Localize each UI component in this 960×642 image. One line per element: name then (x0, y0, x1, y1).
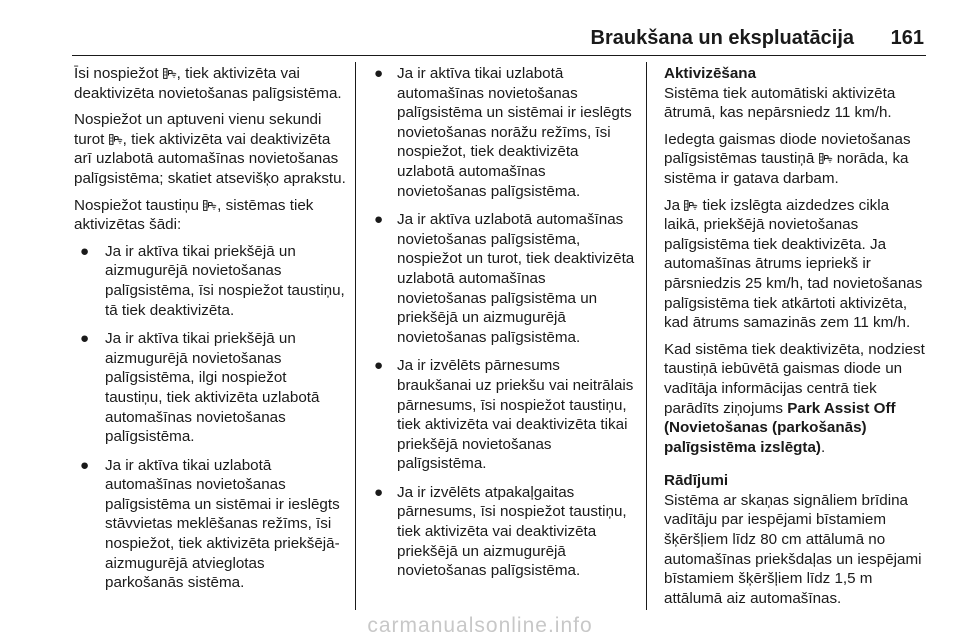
paragraph (664, 340, 926, 458)
bullet-icon: ● (374, 65, 384, 82)
page-title: Braukšana un ekspluatācija (590, 27, 854, 49)
park-assist-icon (819, 153, 833, 164)
list-item-text: Ja ir aktīva tikai priekšējā un aizmugurējā novietošanas palīgsistēma, īsi nospiežot taustiņu, tā tiek deaktivizēta. (105, 242, 345, 319)
paragraph (74, 64, 346, 103)
paragraph (664, 130, 926, 189)
text: norāda, ka sistēma ir gatava darbam. (664, 150, 909, 187)
park-assist-icon (203, 200, 217, 211)
list-item (374, 210, 636, 347)
text: Nospiežot un aptuveni vienu sekundi turot (74, 111, 322, 148)
paragraph: Sistēma ar skaņas signāliem brīdina vadītāju par iespējami bīstamiem šķēršļiem līdz 80 cm attālumā no automašīnas priekšdaļas un iespējami bīstamiem šķēršļiem līdz 1,5 m attālumā aiz automašīnas. (664, 491, 922, 607)
column-divider (646, 62, 647, 610)
bullet-icon: ● (80, 242, 90, 260)
text: Ja (664, 196, 685, 214)
section-heading-indications: Rādījumi (664, 472, 729, 490)
page-header (0, 22, 960, 56)
paragraph (74, 110, 346, 188)
list-item-text: Ja ir aktīva tikai uzlabotā automašīnas novietošanas palīgsistēma un sistēmai ir ieslēgts novietošanas norāžu režīms, īsi nospiežot, tiek deaktivizēta uzlabotā automašīnas novietošanas palīgsistēma. (397, 65, 632, 200)
column-left (74, 64, 346, 602)
text: Kad sistēma tiek deaktivizēta, nodziest taustiņā iebūvētā gaismas diode un vadītāja informācijas centrā tiek parādīts ziņojums (664, 340, 925, 417)
text: tiek izslēgta aizdedzes cikla laikā, priekšējā novietošanas palīgsistēma tiek deaktivizēta. Ja automašīnas ātrums iepriekš ir pārsniedzis 25 km/h, tad novietošanas palīgsistēma tiek atkārtoti aktivizēta, kad ātrums samazinās zem 11 km/h. (664, 196, 923, 332)
park-assist-icon (109, 134, 123, 145)
bullet-icon: ● (80, 456, 90, 474)
list-item (374, 64, 636, 201)
paragraph: Sistēma tiek automātiski aktivizēta ātrumā, kas nepārsniedz 11 km/h. (664, 84, 896, 122)
bullet-icon: ● (80, 330, 90, 348)
column-right (664, 64, 926, 615)
column-divider (355, 62, 356, 610)
list-item-text: Ja ir aktīva tikai uzlabotā automašīnas novietošanas palīgsistēma un sistēmai ir ieslēgts stāvvietas meklēšanas režīms, īsi nospiežot, tiek aktivizēta priekšējā-aizmugurējā atvieglotas parkošanās sistēma. (105, 456, 340, 592)
column-middle (374, 64, 636, 590)
bullet-icon: ● (374, 483, 384, 501)
park-assist-icon (684, 200, 698, 211)
list-item (74, 242, 346, 320)
bullet-icon: ● (374, 211, 384, 229)
paragraph (74, 196, 346, 235)
list-item-text: Ja ir izvēlēts pārnesums braukšanai uz priekšu vai neitrālais pārnesums, īsi nospiežot taustiņu, tiek aktivizēta vai deaktivizēta tikai priekšējā novietošanas palīgsistēma. (397, 357, 634, 473)
page-number: 161 (890, 27, 924, 49)
list-item-text: Ja ir aktīva tikai priekšējā un aizmugurējā novietošanas palīgsistēma, ilgi nospiežot taustiņu, tiek aktivizēta uzlabotā automašīnas novietošanas palīgsistēma. (105, 330, 320, 446)
list-item (374, 483, 636, 581)
text: , tiek aktivizēta vai deaktivizēta arī uzlabotā automašīnas novietošanas palīgsistēma; skatiet atsevišķo aprakstu. (74, 130, 346, 187)
list-item (374, 356, 636, 474)
paragraph (664, 196, 926, 333)
list-item (74, 329, 346, 447)
text: Nospiežot taustiņu (74, 196, 204, 214)
text: Iedegta gaismas diode novietošanas palīgsistēmas taustiņā (664, 130, 911, 168)
text: Īsi nospiežot (74, 65, 163, 82)
list-item (74, 456, 346, 593)
list-item-text: Ja ir izvēlēts atpakaļgaitas pārnesums, īsi nospiežot taustiņu, tiek aktivizēta vai deaktivizēta priekšējā un aizmugurējā novietošanas palīgsistēma. (397, 483, 627, 580)
text: , sistēmas tiek aktivizētas šādi: (74, 196, 314, 234)
section-heading-activation: Aktivizēšana (664, 65, 757, 82)
text: , tiek aktivizēta vai deaktivizēta novietošanas palīgsistēma. (74, 65, 342, 102)
message-text: Park Assist Off (Novietošanas (parkošanās) palīgsistēma izslēgta) (664, 399, 896, 456)
header-rule (72, 55, 926, 56)
park-assist-icon (163, 68, 177, 79)
bullet-list (374, 64, 636, 581)
bullet-list (74, 242, 346, 593)
bullet-icon: ● (374, 357, 384, 375)
list-item-text: Ja ir aktīva uzlabotā automašīnas novietošanas palīgsistēma, nospiežot un turot, tiek deaktivizēta uzlabotā automašīnas novietošanas palīgsistēma un priekšējā un aizmugurējā novietošanas palīgsistēma. (397, 211, 635, 346)
watermark: carmanualsonline.info (367, 614, 593, 637)
text: . (821, 438, 826, 456)
